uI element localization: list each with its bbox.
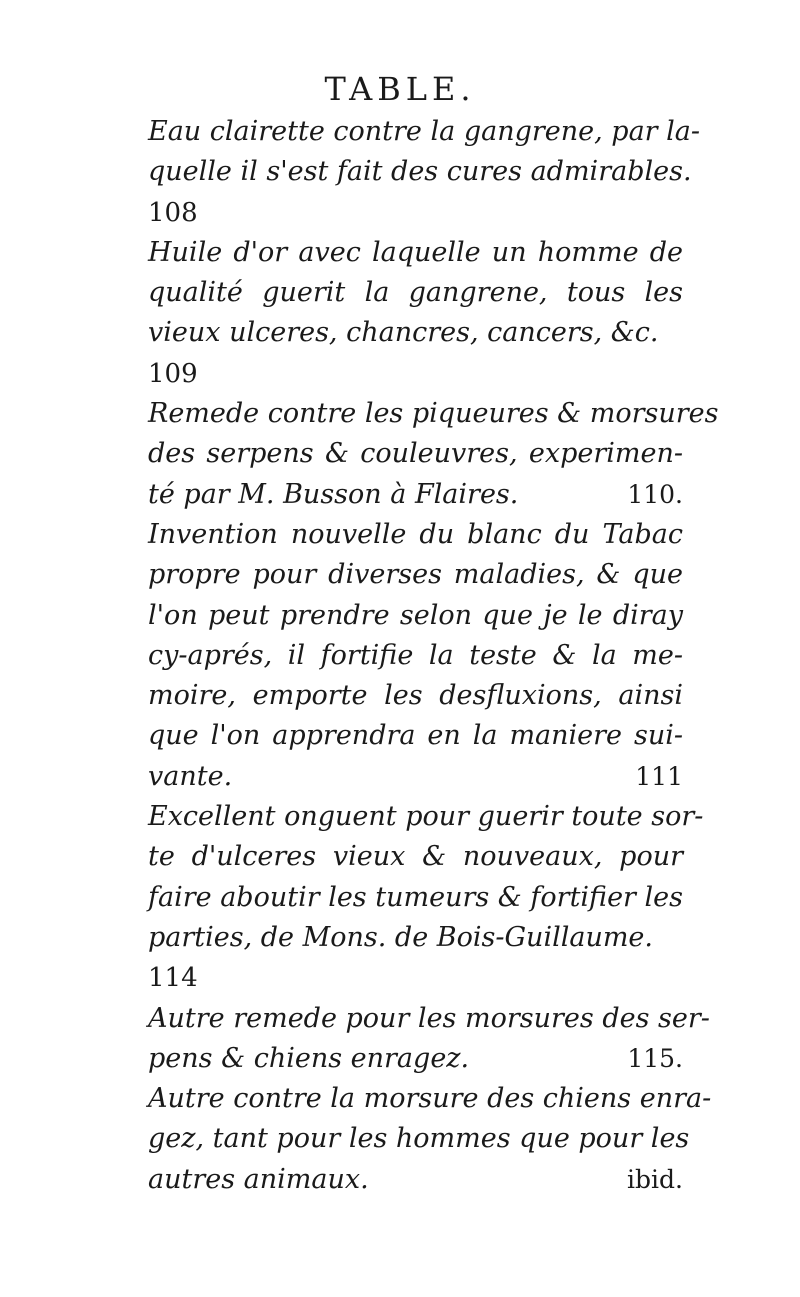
page-number: 115.: [627, 1043, 683, 1073]
page-number: 110.: [627, 479, 683, 509]
entry-line: Remede contre les piqueures & morsures: [148, 398, 719, 430]
page-title: TABLE.: [324, 70, 476, 108]
entry-line: cy-aprés, il fortifie la teste & la me-: [148, 639, 683, 671]
toc-entry: [148, 112, 701, 233]
entry-line: Eau clairette contre la gangrene, par la-: [148, 116, 701, 147]
entry-line-with-page: [148, 1160, 683, 1200]
toc-entry: [148, 999, 710, 1080]
table-of-contents: [148, 112, 719, 1200]
entry-line: pens & chiens enragez.: [148, 1042, 470, 1074]
entry-line: quelle il s'est fait des cures admirables.: [148, 156, 692, 188]
entry-line: que l'on apprendra en la maniere sui-: [148, 720, 683, 752]
entry-line: Excellent onguent pour guerir toute sor-: [148, 801, 704, 833]
entry-line: Invention nouvelle du blanc du Tabac: [148, 518, 683, 550]
toc-entry: [148, 394, 719, 515]
entry-line: té par M. Busson à Flaires.: [148, 478, 519, 510]
entry-line: Autre remede pour les morsures des ser-: [148, 1002, 710, 1034]
entry-line: des serpens & couleuvres, experimen-: [148, 438, 683, 470]
page-number: ibid.: [627, 1164, 683, 1194]
entry-line: Autre contre la morsure des chiens enra-: [148, 1083, 712, 1115]
entry-line: te d'ulceres vieux & nouveaux, pour: [148, 841, 683, 873]
entry-line: vieux ulceres, chancres, cancers, &c.: [148, 317, 659, 349]
toc-entry: [148, 515, 683, 797]
entry-line: qualité guerit la gangrene, tous les: [148, 277, 683, 309]
entry-line: parties, de Mons. de Bois-Guillaume.: [148, 921, 653, 953]
entry-line: vante.: [148, 760, 233, 792]
entry-line: Huile d'or avec laquelle un homme de: [148, 236, 683, 268]
entry-line-with-page: [148, 757, 683, 797]
entry-line-with-page: [148, 1039, 683, 1079]
entry-line-with-page: [148, 475, 683, 515]
page-number: 114: [148, 963, 198, 994]
entry-line: autres animaux.: [148, 1163, 369, 1195]
entry-line: moire, emporte les desfluxions, ainsi: [148, 680, 683, 712]
entry-line: l'on peut prendre selon que je le diray: [148, 599, 683, 631]
page-number: 109: [148, 358, 198, 389]
entry-line: propre pour diverses maladies, & que: [148, 559, 683, 591]
toc-entry: [148, 1079, 712, 1200]
entry-line: faire aboutir les tumeurs & fortifier les: [148, 881, 684, 913]
toc-entry: [148, 233, 683, 394]
toc-entry: [148, 797, 704, 998]
page-number: 111: [635, 761, 683, 791]
entry-line: gez, tant pour les hommes que pour les: [148, 1123, 690, 1155]
page-number: 108: [148, 197, 198, 228]
